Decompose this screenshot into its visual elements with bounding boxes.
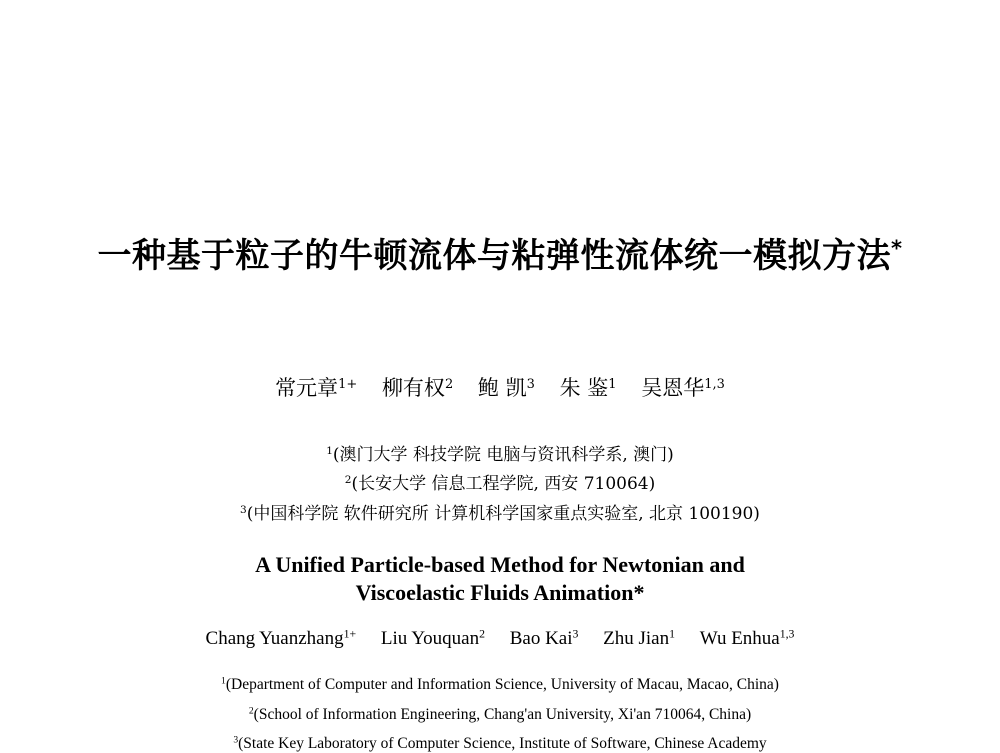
chinese-affiliation-3: $^3$(中国科学院 软件研究所 计算机科学国家重点实验室, 北京 100190) — [240, 504, 760, 524]
author-en: Zhu Jian$^1$ — [603, 627, 676, 649]
english-authors — [0, 628, 1000, 650]
chinese-affiliation-2: $^2$(长安大学 信息工程学院, 西安 710064) — [344, 474, 656, 494]
english-affiliation-1: $^1$(Department of Computer and Information Science, University of Macau, Macao, China) — [221, 675, 779, 693]
author-cn: 朱 鉴$^1$ — [559, 376, 617, 400]
chinese-title-text: 一种基于粒子的牛顿流体与粘弹性流体统一模拟方法 — [97, 236, 891, 276]
author-cn: 柳有权$^2$ — [381, 376, 454, 400]
english-affiliation-2: $^2$(School of Information Engineering, Chang'an University, Xi'an 710064, China) — [248, 705, 752, 723]
author-en: Bao Kai$^3$ — [509, 627, 579, 649]
author-cn: 吴恩华$^{1,3}$ — [641, 376, 725, 400]
chinese-title-mark: * — [890, 235, 903, 261]
author-cn: 常元章$^{1+}$ — [275, 376, 358, 400]
chinese-authors — [0, 372, 1000, 402]
chinese-title — [0, 228, 1000, 277]
author-en: Chang Yuanzhang$^{1+}$ — [205, 627, 357, 649]
author-en: Wu Enhua$^{1,3}$ — [699, 627, 795, 649]
chinese-affiliation-1: $^1$(澳门大学 科技学院 电脑与资讯科学系, 澳门) — [326, 445, 674, 465]
author-cn: 鲍 凯$^3$ — [477, 376, 535, 400]
english-title-mark: * — [633, 580, 645, 605]
english-title-line-1: A Unified Particle-based Method for Newtonian and — [255, 552, 745, 577]
author-en: Liu Youquan$^2$ — [380, 627, 485, 649]
english-title-line-2: Viscoelastic Fluids Animation* — [355, 580, 645, 605]
english-affiliation-3: $^3$(State Key Laboratory of Computer Science, Institute of Software, Chinese Academy — [233, 734, 767, 752]
